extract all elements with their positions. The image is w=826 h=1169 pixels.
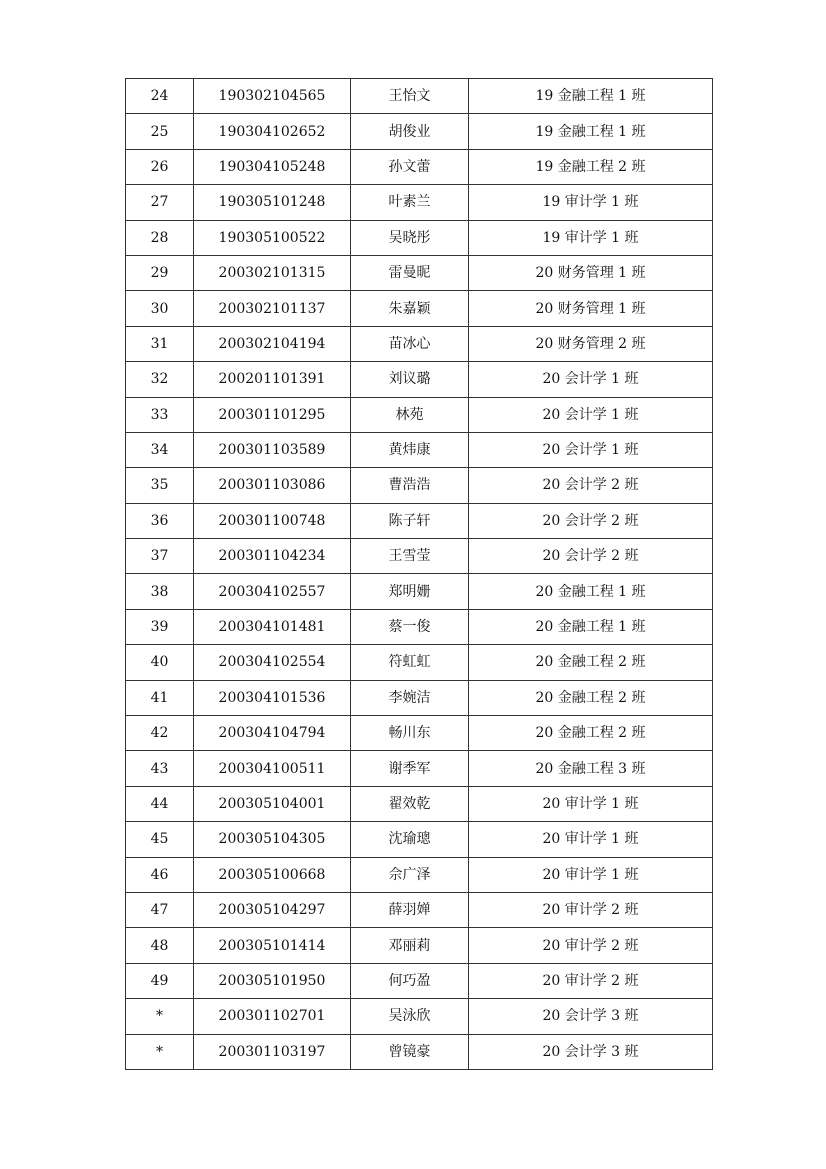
table-row <box>126 645 713 680</box>
table-row <box>126 822 713 857</box>
row-number-cell: 41 <box>126 680 194 715</box>
class-name-cell: 20 审计学 2 班 <box>469 963 713 998</box>
table-row <box>126 432 713 467</box>
row-number-cell: 45 <box>126 822 194 857</box>
student-name-cell: 郑明姗 <box>351 574 469 609</box>
row-number-cell: 39 <box>126 609 194 644</box>
student-id-cell: 200302101315 <box>194 255 351 290</box>
student-name-cell: 王雪莹 <box>351 539 469 574</box>
student-name-cell: 胡俊业 <box>351 114 469 149</box>
table-row <box>126 963 713 998</box>
class-name-cell: 20 会计学 1 班 <box>469 362 713 397</box>
table-row <box>126 114 713 149</box>
table-row <box>126 999 713 1034</box>
student-roster-body <box>126 79 713 1070</box>
student-name-cell: 陈子轩 <box>351 503 469 538</box>
row-number-cell: 46 <box>126 857 194 892</box>
row-number-cell: 49 <box>126 963 194 998</box>
student-id-cell: 200301104234 <box>194 539 351 574</box>
row-number-cell: 33 <box>126 397 194 432</box>
student-id-cell: 200301103197 <box>194 1034 351 1069</box>
student-name-cell: 苗冰心 <box>351 326 469 361</box>
class-name-cell: 20 金融工程 3 班 <box>469 751 713 786</box>
student-id-cell: 190305101248 <box>194 185 351 220</box>
student-id-cell: 200301103589 <box>194 432 351 467</box>
student-id-cell: 200305100668 <box>194 857 351 892</box>
student-roster-table <box>125 78 713 1070</box>
class-name-cell: 20 财务管理 1 班 <box>469 255 713 290</box>
class-name-cell: 20 金融工程 1 班 <box>469 609 713 644</box>
table-row <box>126 680 713 715</box>
student-id-cell: 200304102557 <box>194 574 351 609</box>
row-number-cell: 36 <box>126 503 194 538</box>
class-name-cell: 20 财务管理 1 班 <box>469 291 713 326</box>
student-id-cell: 200305104297 <box>194 892 351 927</box>
class-name-cell: 20 财务管理 2 班 <box>469 326 713 361</box>
class-name-cell: 19 审计学 1 班 <box>469 185 713 220</box>
student-name-cell: 黄炜康 <box>351 432 469 467</box>
row-number-cell: 40 <box>126 645 194 680</box>
student-id-cell: 200302104194 <box>194 326 351 361</box>
table-row <box>126 149 713 184</box>
student-name-cell: 符虹虹 <box>351 645 469 680</box>
row-number-cell: 30 <box>126 291 194 326</box>
class-name-cell: 20 审计学 2 班 <box>469 892 713 927</box>
class-name-cell: 20 金融工程 2 班 <box>469 716 713 751</box>
row-number-cell: 32 <box>126 362 194 397</box>
student-name-cell: 谢季军 <box>351 751 469 786</box>
table-row <box>126 326 713 361</box>
class-name-cell: 20 会计学 1 班 <box>469 432 713 467</box>
row-number-cell: 29 <box>126 255 194 290</box>
student-id-cell: 200305104001 <box>194 786 351 821</box>
table-row <box>126 857 713 892</box>
class-name-cell: 19 金融工程 2 班 <box>469 149 713 184</box>
table-row <box>126 574 713 609</box>
table-row <box>126 397 713 432</box>
student-name-cell: 雷曼昵 <box>351 255 469 290</box>
student-id-cell: 190305100522 <box>194 220 351 255</box>
table-row <box>126 291 713 326</box>
student-name-cell: 刘议璐 <box>351 362 469 397</box>
class-name-cell: 20 审计学 1 班 <box>469 857 713 892</box>
student-name-cell: 曹浩浩 <box>351 468 469 503</box>
class-name-cell: 20 金融工程 1 班 <box>469 574 713 609</box>
student-id-cell: 200305101414 <box>194 928 351 963</box>
student-name-cell: 薛羽婵 <box>351 892 469 927</box>
student-name-cell: 吴晓彤 <box>351 220 469 255</box>
student-name-cell: 蔡一俊 <box>351 609 469 644</box>
row-number-cell: 27 <box>126 185 194 220</box>
class-name-cell: 20 金融工程 2 班 <box>469 680 713 715</box>
row-number-cell: * <box>126 1034 194 1069</box>
student-name-cell: 邓丽莉 <box>351 928 469 963</box>
student-name-cell: 王怡文 <box>351 79 469 114</box>
table-row <box>126 751 713 786</box>
class-name-cell: 20 会计学 2 班 <box>469 468 713 503</box>
student-id-cell: 200305104305 <box>194 822 351 857</box>
row-number-cell: 44 <box>126 786 194 821</box>
student-name-cell: 李婉洁 <box>351 680 469 715</box>
row-number-cell: 26 <box>126 149 194 184</box>
student-id-cell: 200304101536 <box>194 680 351 715</box>
class-name-cell: 20 审计学 1 班 <box>469 786 713 821</box>
table-row <box>126 892 713 927</box>
row-number-cell: 34 <box>126 432 194 467</box>
student-id-cell: 200301102701 <box>194 999 351 1034</box>
student-id-cell: 200304104794 <box>194 716 351 751</box>
student-id-cell: 200301101295 <box>194 397 351 432</box>
row-number-cell: 31 <box>126 326 194 361</box>
class-name-cell: 20 审计学 1 班 <box>469 822 713 857</box>
student-name-cell: 畅川东 <box>351 716 469 751</box>
class-name-cell: 20 金融工程 2 班 <box>469 645 713 680</box>
class-name-cell: 20 会计学 3 班 <box>469 1034 713 1069</box>
table-row <box>126 185 713 220</box>
table-row <box>126 609 713 644</box>
table-row <box>126 255 713 290</box>
row-number-cell: * <box>126 999 194 1034</box>
student-name-cell: 叶素兰 <box>351 185 469 220</box>
row-number-cell: 24 <box>126 79 194 114</box>
student-id-cell: 190302104565 <box>194 79 351 114</box>
row-number-cell: 42 <box>126 716 194 751</box>
table-row <box>126 1034 713 1069</box>
table-row <box>126 468 713 503</box>
student-id-cell: 190304102652 <box>194 114 351 149</box>
student-name-cell: 翟效乾 <box>351 786 469 821</box>
student-name-cell: 佘广泽 <box>351 857 469 892</box>
student-id-cell: 200304102554 <box>194 645 351 680</box>
student-id-cell: 200301103086 <box>194 468 351 503</box>
student-name-cell: 孙文蕾 <box>351 149 469 184</box>
table-row <box>126 503 713 538</box>
student-name-cell: 沈瑜璁 <box>351 822 469 857</box>
table-row <box>126 362 713 397</box>
row-number-cell: 38 <box>126 574 194 609</box>
row-number-cell: 48 <box>126 928 194 963</box>
student-name-cell: 吴泳欣 <box>351 999 469 1034</box>
student-name-cell: 朱嘉颖 <box>351 291 469 326</box>
class-name-cell: 19 金融工程 1 班 <box>469 114 713 149</box>
student-id-cell: 190304105248 <box>194 149 351 184</box>
student-id-cell: 200302101137 <box>194 291 351 326</box>
class-name-cell: 19 审计学 1 班 <box>469 220 713 255</box>
table-row <box>126 786 713 821</box>
table-row <box>126 928 713 963</box>
class-name-cell: 20 会计学 2 班 <box>469 503 713 538</box>
table-row <box>126 539 713 574</box>
row-number-cell: 25 <box>126 114 194 149</box>
student-name-cell: 曾镜豪 <box>351 1034 469 1069</box>
table-row <box>126 79 713 114</box>
student-id-cell: 200301100748 <box>194 503 351 538</box>
row-number-cell: 37 <box>126 539 194 574</box>
table-row <box>126 220 713 255</box>
row-number-cell: 28 <box>126 220 194 255</box>
student-id-cell: 200305101950 <box>194 963 351 998</box>
student-id-cell: 200201101391 <box>194 362 351 397</box>
row-number-cell: 47 <box>126 892 194 927</box>
table-row <box>126 716 713 751</box>
student-name-cell: 林苑 <box>351 397 469 432</box>
class-name-cell: 20 会计学 2 班 <box>469 539 713 574</box>
class-name-cell: 20 会计学 1 班 <box>469 397 713 432</box>
student-name-cell: 何巧盈 <box>351 963 469 998</box>
class-name-cell: 19 金融工程 1 班 <box>469 79 713 114</box>
class-name-cell: 20 会计学 3 班 <box>469 999 713 1034</box>
class-name-cell: 20 审计学 2 班 <box>469 928 713 963</box>
student-id-cell: 200304100511 <box>194 751 351 786</box>
student-id-cell: 200304101481 <box>194 609 351 644</box>
row-number-cell: 43 <box>126 751 194 786</box>
row-number-cell: 35 <box>126 468 194 503</box>
